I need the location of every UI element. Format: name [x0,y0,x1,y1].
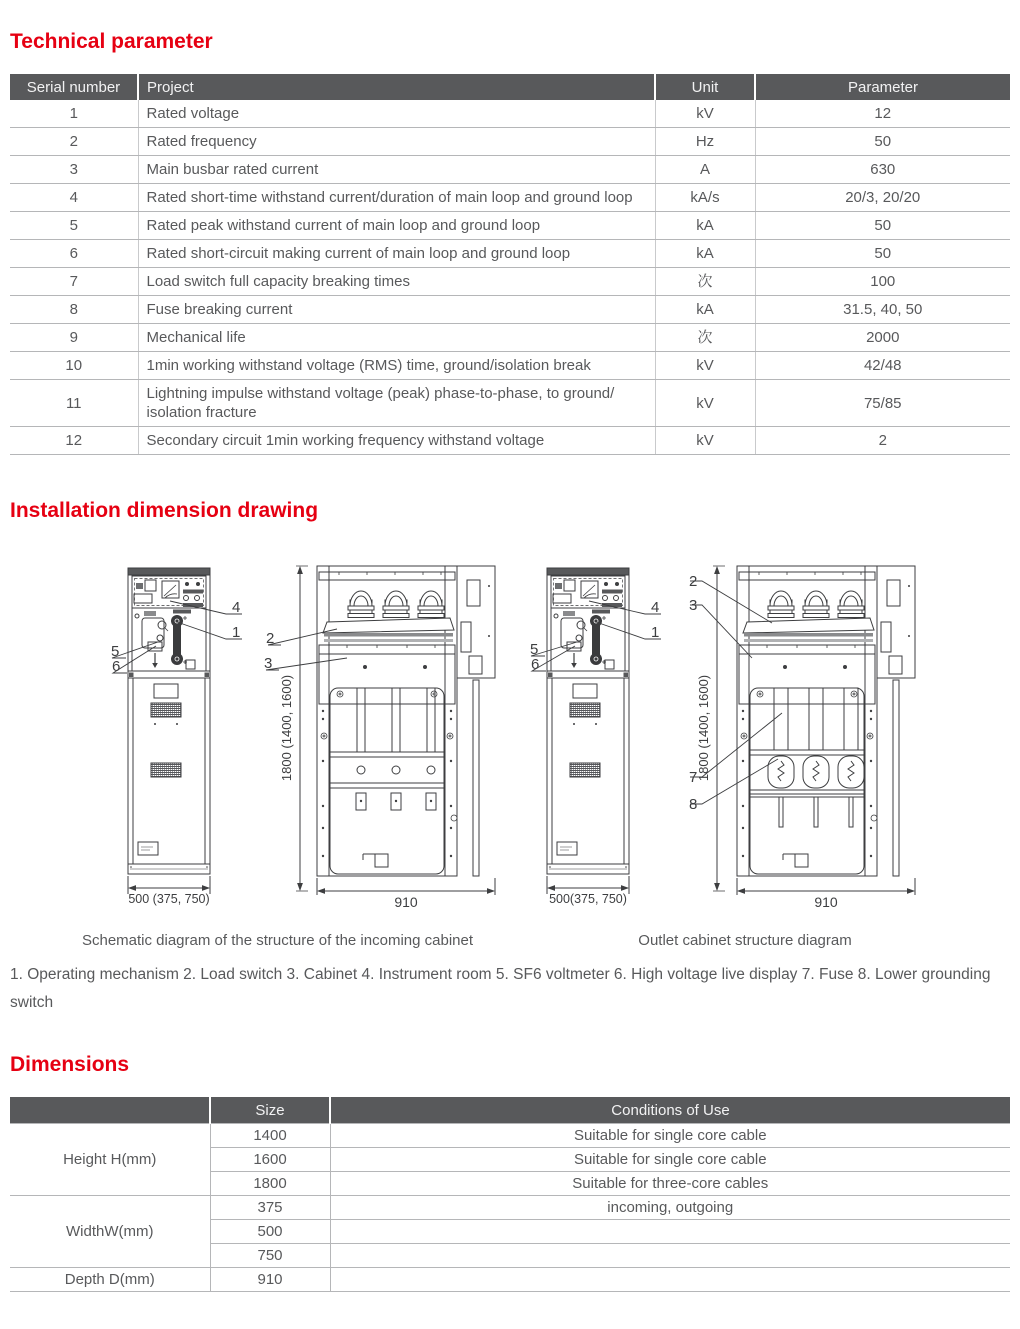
col-header-unit: Unit [655,74,755,100]
row-group-label-depth: Depth D(mm) [10,1268,210,1292]
cell-parameter: 50 [755,240,1010,268]
cell-project: Rated voltage [138,100,655,128]
cell-parameter: 31.5, 40, 50 [755,296,1010,324]
cell-parameter: 2 [755,427,1010,455]
col-header-serial-number: Serial number [10,74,138,100]
outlet-side-view-drawing [689,566,915,910]
cell-project: Rated short-time withstand current/duration of main loop and ground loop [138,184,655,212]
incoming-side-view-drawing [264,566,495,910]
table-row [10,240,1010,268]
cell-parameter: 2000 [755,324,1010,352]
dim-label-incoming-side-depth: 910 [394,894,418,910]
cell-conditions: incoming, outgoing [330,1196,1010,1220]
cell-size: 1400 [210,1124,330,1148]
section-title-technical-parameter: Technical parameter [10,30,213,53]
table-row [10,212,1010,240]
col-header-size: Size [210,1097,330,1124]
cell-parameter: 630 [755,156,1010,184]
cell-conditions: Suitable for three-core cables [330,1172,1010,1196]
svg-text:7: 7 [689,769,698,786]
cell-serial: 9 [10,324,138,352]
table-row [10,100,1010,128]
cell-project: Secondary circuit 1min working frequency withstand voltage [138,427,655,455]
cell-project: Rated short-circuit making current of main loop and ground loop [138,240,655,268]
table-header-row [10,74,1010,100]
cell-serial: 8 [10,296,138,324]
dim-label-incoming-front-width: 500 (375, 750) [128,892,210,906]
cell-serial: 11 [10,380,138,427]
svg-text:3: 3 [264,655,273,672]
section-title-dimensions: Dimensions [10,1053,130,1076]
cell-unit: kV [655,427,755,455]
svg-text:6: 6 [531,656,540,673]
cell-unit: kV [655,100,755,128]
cell-project: Main busbar rated current [138,156,655,184]
cell-project: Rated peak withstand current of main loop and ground loop [138,212,655,240]
cell-unit: kV [655,352,755,380]
cell-parameter: 50 [755,128,1010,156]
table-row [10,352,1010,380]
outlet-cabinet-caption: Outlet cabinet structure diagram [638,932,852,949]
cell-unit: 次 [655,268,755,296]
technical-parameter-table [10,74,1010,455]
col-header-conditions: Conditions of Use [330,1097,1010,1124]
incoming-side-callouts [264,630,274,672]
cell-serial: 5 [10,212,138,240]
cell-unit: kV [655,380,755,427]
col-header-empty [10,1097,210,1124]
cell-parameter: 75/85 [755,380,1010,427]
table-row [10,268,1010,296]
cell-project: Mechanical life [138,324,655,352]
cell-project: 1min working withstand voltage (RMS) time, ground/isolation break [138,352,655,380]
table-row [10,1196,1010,1220]
cell-serial: 10 [10,352,138,380]
cell-size: 1800 [210,1172,330,1196]
cell-size: 1600 [210,1148,330,1172]
row-group-label-width: WidthW(mm) [10,1196,210,1268]
svg-text:1: 1 [651,624,660,641]
table-row [10,296,1010,324]
cell-unit: A [655,156,755,184]
drawing-captions [10,932,1010,949]
cell-serial: 1 [10,100,138,128]
cell-conditions: Suitable for single core cable [330,1124,1010,1148]
table-row [10,1124,1010,1148]
dim-label-incoming-side-height: 1800 (1400, 1600) [279,674,294,782]
incoming-front-view-drawing [111,568,242,906]
section-title-installation-drawing: Installation dimension drawing [10,499,319,522]
svg-text:4: 4 [232,599,241,616]
table-row [10,427,1010,455]
cell-project: Rated frequency [138,128,655,156]
svg-text:3: 3 [689,597,698,614]
svg-text:5: 5 [111,643,120,660]
cell-conditions [330,1220,1010,1244]
svg-text:1: 1 [232,624,241,641]
table-row [10,1268,1010,1292]
cell-unit: kA/s [655,184,755,212]
cell-size: 750 [210,1244,330,1268]
cell-parameter: 12 [755,100,1010,128]
cell-project: Lightning impulse withstand voltage (peak) phase-to-phase, to ground/ isolation fracture [138,380,655,427]
cell-parameter: 50 [755,212,1010,240]
svg-text:5: 5 [530,641,539,658]
incoming-cabinet-caption: Schematic diagram of the structure of the incoming cabinet [81,932,474,949]
cell-parameter: 42/48 [755,352,1010,380]
installation-drawing-block [10,541,1010,1017]
svg-text:6: 6 [112,658,121,675]
cell-project: Load switch full capacity breaking times [138,268,655,296]
dim-label-outlet-front-width: 500(375, 750) [549,892,627,906]
cell-serial: 2 [10,128,138,156]
cell-size: 910 [210,1268,330,1292]
cell-parameter: 20/3, 20/20 [755,184,1010,212]
cell-unit: Hz [655,128,755,156]
table-header-row [10,1097,1010,1124]
svg-text:2: 2 [689,573,698,590]
col-header-parameter: Parameter [755,74,1010,100]
cell-parameter: 100 [755,268,1010,296]
table-row [10,324,1010,352]
cell-serial: 4 [10,184,138,212]
installation-dimension-drawing [10,541,1010,921]
cell-conditions [330,1268,1010,1292]
outlet-front-view-drawing [530,568,661,906]
cell-unit: 次 [655,324,755,352]
svg-text:2: 2 [266,630,275,647]
cell-serial: 12 [10,427,138,455]
table-row [10,128,1010,156]
cell-serial: 3 [10,156,138,184]
cell-size: 500 [210,1220,330,1244]
cell-serial: 6 [10,240,138,268]
cell-unit: kA [655,212,755,240]
col-header-project: Project [138,74,655,100]
cell-project: Fuse breaking current [138,296,655,324]
cell-conditions: Suitable for single core cable [330,1148,1010,1172]
cell-serial: 7 [10,268,138,296]
cell-unit: kA [655,296,755,324]
row-group-label-height: Height H(mm) [10,1124,210,1196]
cell-unit: kA [655,240,755,268]
dim-label-outlet-side-height: 1800 (1400, 1600) [696,674,711,782]
dim-label-outlet-side-depth: 910 [814,894,838,910]
cell-conditions [330,1244,1010,1268]
dimensions-table [10,1097,1010,1292]
svg-text:4: 4 [651,599,660,616]
table-row [10,156,1010,184]
svg-text:8: 8 [689,796,698,813]
drawing-legend: 1. Operating mechanism 2. Load switch 3. Cabinet 4. Instrument room 5. SF6 voltmeter 6. High voltage live display 7. Fuse 8. Lower grounding switch [10,966,991,1011]
table-row [10,380,1010,427]
cell-size: 375 [210,1196,330,1220]
table-row [10,184,1010,212]
